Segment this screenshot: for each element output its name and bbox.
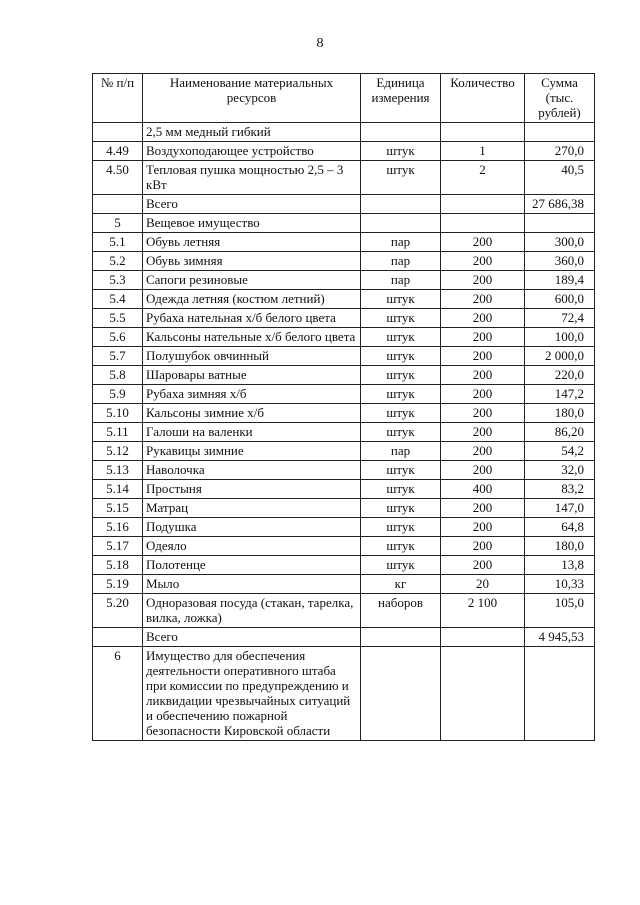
cell-unit — [361, 628, 441, 647]
cell-name: Воздухоподающее устройство — [143, 142, 361, 161]
cell-sum: 180,0 — [525, 404, 595, 423]
header-qty: Количество — [441, 74, 525, 123]
cell-unit — [361, 195, 441, 214]
table-row — [93, 161, 595, 195]
cell-unit: штук — [361, 499, 441, 518]
page-number: 8 — [316, 36, 324, 51]
cell-sum — [525, 214, 595, 233]
table-body — [93, 123, 595, 741]
cell-num: 5.14 — [93, 480, 143, 499]
cell-qty — [441, 123, 525, 142]
table-row — [93, 404, 595, 423]
cell-num: 5.17 — [93, 537, 143, 556]
cell-sum: 147,2 — [525, 385, 595, 404]
table-row — [93, 423, 595, 442]
table-row — [93, 347, 595, 366]
cell-name: Матрац — [143, 499, 361, 518]
table-row — [93, 233, 595, 252]
cell-sum: 220,0 — [525, 366, 595, 385]
cell-num: 5.3 — [93, 271, 143, 290]
table-row — [93, 366, 595, 385]
cell-num: 5.7 — [93, 347, 143, 366]
cell-sum: 64,8 — [525, 518, 595, 537]
cell-qty: 200 — [441, 309, 525, 328]
table-row — [93, 518, 595, 537]
table-row — [93, 271, 595, 290]
cell-sum: 86,20 — [525, 423, 595, 442]
cell-sum: 2 000,0 — [525, 347, 595, 366]
cell-num: 5.12 — [93, 442, 143, 461]
cell-unit: кг — [361, 575, 441, 594]
cell-name: Всего — [143, 195, 361, 214]
cell-name: 2,5 мм медный гибкий — [143, 123, 361, 142]
cell-num: 5.2 — [93, 252, 143, 271]
cell-qty: 200 — [441, 271, 525, 290]
cell-num: 5.15 — [93, 499, 143, 518]
cell-qty: 200 — [441, 499, 525, 518]
cell-num: 5.10 — [93, 404, 143, 423]
cell-num — [93, 195, 143, 214]
header-name: Наименование материальных ресурсов — [143, 74, 361, 123]
cell-num: 5.6 — [93, 328, 143, 347]
cell-unit: штук — [361, 161, 441, 195]
cell-name: Имущество для обеспечения деятельности оперативного штаба при комиссии по предупреждению и ликвидации чрезвычайных ситуаций и обеспечению пожарной безопасности Кировской области — [143, 647, 361, 741]
cell-unit: пар — [361, 271, 441, 290]
cell-qty — [441, 195, 525, 214]
cell-unit: пар — [361, 233, 441, 252]
cell-qty: 2 100 — [441, 594, 525, 628]
cell-num: 5.4 — [93, 290, 143, 309]
cell-name: Рукавицы зимние — [143, 442, 361, 461]
cell-name: Галоши на валенки — [143, 423, 361, 442]
cell-name: Полотенце — [143, 556, 361, 575]
cell-name: Тепловая пушка мощностью 2,5 – 3 кВт — [143, 161, 361, 195]
table-row — [93, 309, 595, 328]
table-header-row — [93, 74, 595, 123]
cell-qty: 200 — [441, 233, 525, 252]
cell-num: 4.49 — [93, 142, 143, 161]
cell-sum: 72,4 — [525, 309, 595, 328]
cell-qty: 200 — [441, 442, 525, 461]
table-row — [93, 537, 595, 556]
table-row — [93, 647, 595, 741]
cell-sum — [525, 647, 595, 741]
cell-sum: 40,5 — [525, 161, 595, 195]
resources-table — [92, 73, 595, 741]
table-row — [93, 385, 595, 404]
cell-sum: 4 945,53 — [525, 628, 595, 647]
cell-unit: штук — [361, 404, 441, 423]
table-row — [93, 142, 595, 161]
cell-num: 5 — [93, 214, 143, 233]
header-sum: Сумма (тыс. рублей) — [525, 74, 595, 123]
cell-num: 5.9 — [93, 385, 143, 404]
cell-unit: штук — [361, 537, 441, 556]
cell-qty: 200 — [441, 518, 525, 537]
cell-name: Одеяло — [143, 537, 361, 556]
cell-sum: 270,0 — [525, 142, 595, 161]
cell-num: 5.16 — [93, 518, 143, 537]
cell-name: Сапоги резиновые — [143, 271, 361, 290]
cell-name: Одежда летняя (костюм летний) — [143, 290, 361, 309]
cell-num: 5.19 — [93, 575, 143, 594]
cell-unit: штук — [361, 290, 441, 309]
cell-num: 5.11 — [93, 423, 143, 442]
table-row — [93, 480, 595, 499]
cell-qty: 20 — [441, 575, 525, 594]
table-row — [93, 461, 595, 480]
cell-num: 6 — [93, 647, 143, 741]
cell-qty: 200 — [441, 252, 525, 271]
cell-qty: 200 — [441, 461, 525, 480]
cell-unit: пар — [361, 442, 441, 461]
cell-name: Шаровары ватные — [143, 366, 361, 385]
table-row — [93, 556, 595, 575]
cell-sum: 600,0 — [525, 290, 595, 309]
cell-name: Мыло — [143, 575, 361, 594]
cell-unit — [361, 647, 441, 741]
cell-sum: 54,2 — [525, 442, 595, 461]
cell-name: Кальсоны зимние х/б — [143, 404, 361, 423]
cell-num: 5.8 — [93, 366, 143, 385]
cell-unit: штук — [361, 461, 441, 480]
cell-sum: 13,8 — [525, 556, 595, 575]
cell-num — [93, 628, 143, 647]
cell-name: Простыня — [143, 480, 361, 499]
cell-qty — [441, 214, 525, 233]
table-row — [93, 123, 595, 142]
cell-name: Подушка — [143, 518, 361, 537]
cell-name: Кальсоны нательные х/б белого цвета — [143, 328, 361, 347]
cell-qty: 200 — [441, 366, 525, 385]
cell-unit — [361, 214, 441, 233]
header-num: № п/п — [93, 74, 143, 123]
cell-qty: 200 — [441, 423, 525, 442]
cell-qty: 200 — [441, 537, 525, 556]
cell-sum: 27 686,38 — [525, 195, 595, 214]
cell-sum: 147,0 — [525, 499, 595, 518]
cell-sum — [525, 123, 595, 142]
cell-unit: штук — [361, 518, 441, 537]
header-unit: Единица измерения — [361, 74, 441, 123]
cell-sum: 360,0 — [525, 252, 595, 271]
table-row — [93, 442, 595, 461]
cell-unit: штук — [361, 309, 441, 328]
cell-unit: штук — [361, 366, 441, 385]
cell-sum: 100,0 — [525, 328, 595, 347]
cell-qty: 1 — [441, 142, 525, 161]
cell-unit — [361, 123, 441, 142]
cell-qty: 200 — [441, 328, 525, 347]
cell-qty — [441, 628, 525, 647]
cell-num: 5.5 — [93, 309, 143, 328]
cell-sum: 32,0 — [525, 461, 595, 480]
table-row — [93, 290, 595, 309]
cell-qty: 2 — [441, 161, 525, 195]
cell-sum: 180,0 — [525, 537, 595, 556]
cell-qty — [441, 647, 525, 741]
table-row — [93, 328, 595, 347]
cell-unit: штук — [361, 480, 441, 499]
cell-unit: наборов — [361, 594, 441, 628]
cell-num — [93, 123, 143, 142]
table-row — [93, 575, 595, 594]
cell-name: Наволочка — [143, 461, 361, 480]
cell-qty: 200 — [441, 385, 525, 404]
cell-unit: штук — [361, 385, 441, 404]
cell-unit: штук — [361, 347, 441, 366]
table-row — [93, 594, 595, 628]
cell-unit: штук — [361, 328, 441, 347]
table-row — [93, 214, 595, 233]
cell-qty: 400 — [441, 480, 525, 499]
cell-num: 5.18 — [93, 556, 143, 575]
cell-name: Обувь летняя — [143, 233, 361, 252]
cell-name: Одноразовая посуда (стакан, тарелка, вилка, ложка) — [143, 594, 361, 628]
cell-sum: 105,0 — [525, 594, 595, 628]
cell-num: 5.13 — [93, 461, 143, 480]
cell-name: Вещевое имущество — [143, 214, 361, 233]
cell-num: 4.50 — [93, 161, 143, 195]
cell-name: Всего — [143, 628, 361, 647]
table-row — [93, 628, 595, 647]
cell-unit: штук — [361, 556, 441, 575]
cell-unit: штук — [361, 142, 441, 161]
cell-sum: 83,2 — [525, 480, 595, 499]
cell-unit: пар — [361, 252, 441, 271]
table-row — [93, 252, 595, 271]
cell-name: Рубаха нательная х/б белого цвета — [143, 309, 361, 328]
cell-num: 5.1 — [93, 233, 143, 252]
cell-num: 5.20 — [93, 594, 143, 628]
cell-qty: 200 — [441, 347, 525, 366]
cell-sum: 300,0 — [525, 233, 595, 252]
cell-name: Рубаха зимняя х/б — [143, 385, 361, 404]
cell-unit: штук — [361, 423, 441, 442]
cell-sum: 10,33 — [525, 575, 595, 594]
table-row — [93, 195, 595, 214]
table-row — [93, 499, 595, 518]
cell-qty: 200 — [441, 404, 525, 423]
cell-name: Полушубок овчинный — [143, 347, 361, 366]
cell-qty: 200 — [441, 556, 525, 575]
cell-sum: 189,4 — [525, 271, 595, 290]
cell-qty: 200 — [441, 290, 525, 309]
cell-name: Обувь зимняя — [143, 252, 361, 271]
